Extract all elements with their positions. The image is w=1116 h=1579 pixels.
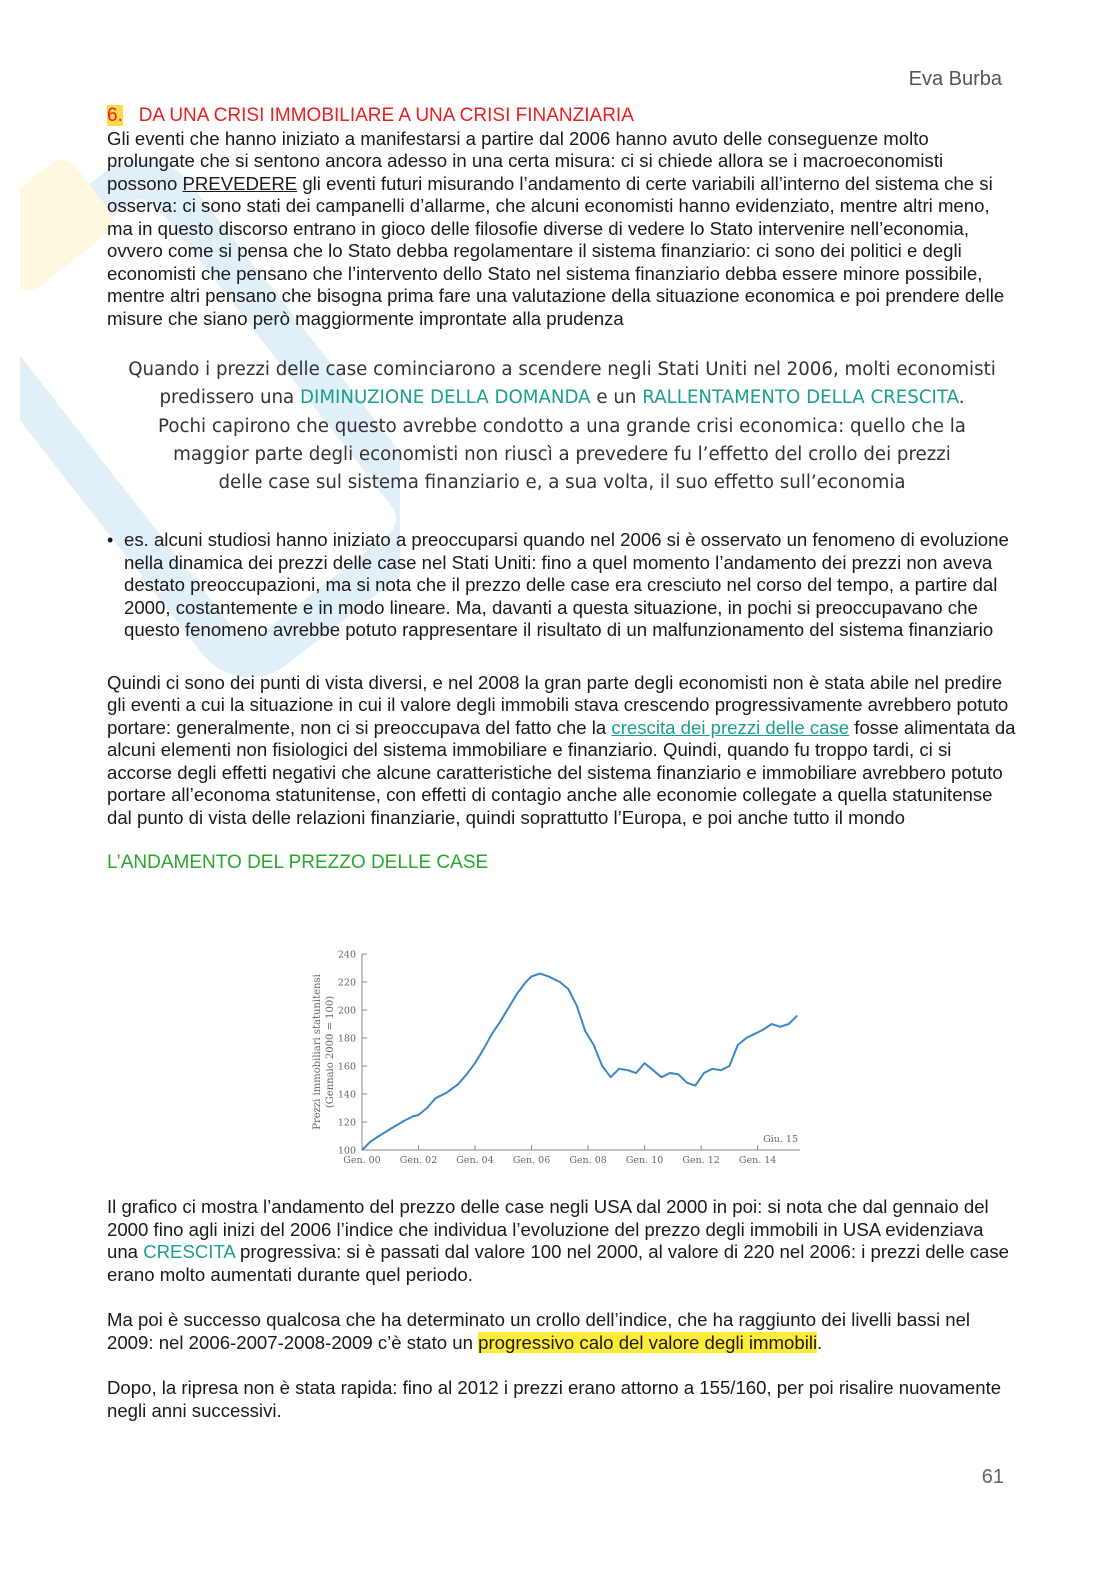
paragraph-text: progressiva: si è passati dal valore 100 nel 2000, al valore di 220 nel 2006: i prezzi delle case erano molto aumentati durante quel periodo. bbox=[107, 1241, 1009, 1285]
quote-text: e un bbox=[590, 387, 643, 409]
highlighted-phrase: progressivo calo del valore degli immobili bbox=[478, 1331, 818, 1353]
x-tick-label: Gen. 08 bbox=[569, 1155, 607, 1166]
quote-line: maggior parte degli economisti non riuscì a prevedere fu l’effetto del crollo dei prezzi bbox=[173, 443, 951, 465]
x-tick-label: Gen. 12 bbox=[682, 1155, 720, 1166]
x-tick-label: Gen. 04 bbox=[456, 1155, 494, 1166]
bullet-item bbox=[107, 529, 1017, 642]
paragraph-points-of-view bbox=[107, 672, 1017, 830]
paragraph-text: . bbox=[817, 1331, 823, 1353]
end-date-annotation: Giu. 15 bbox=[763, 1134, 798, 1145]
chart-svg bbox=[300, 940, 810, 1175]
intro-text-b: gli eventi futuri misurando l’andamento di certe variabili all’interno del sistema che si osserva: ci sono stati dei campanelli d’allarme, che alcuni economisti hanno evidenziato, mentre altri meno, ma in questo discorso entrano in gioco delle filosofie diverse di vedere lo Stato intervenire nell’economia, ovvero come si pensa che lo Stato debba regolamentare il sistema finanziario: ci sono dei politici e degli economisti che pensano che l’intervento dello Stato nel sistema finanziario debba essere minore possibile, mentre altri pensano che bisogna prima fare una valutazione della situazione economica e poi prendere delle misure che siano però maggiormente improntate alla prudenza bbox=[107, 172, 1005, 329]
bullet-mark: • bbox=[107, 530, 114, 551]
quote-line: delle case sul sistema finanziario e, a sua volta, il suo effetto sull’economia bbox=[218, 472, 906, 494]
house-price-chart bbox=[300, 940, 810, 1175]
page-number: 61 bbox=[981, 1466, 1004, 1488]
chart-heading: L’ANDAMENTO DEL PREZZO DELLE CASE bbox=[107, 852, 489, 874]
intro-paragraph bbox=[107, 128, 1017, 331]
paragraph-text: Quindi ci sono dei punti di vista diversi, e nel 2008 la gran parte degli economisti non è stata abile nel predire gli eventi a cui la situazione in cui il valore degli immobili stava crescendo progressivamente avrebbero potuto portare: generalmente, non ci si preoccupava del fatto che la bbox=[107, 671, 1009, 738]
y-tick-label: 240 bbox=[337, 949, 356, 961]
y-axis-sublabel: (Gennaio 2000 = 100) bbox=[325, 995, 336, 1109]
quote-text: predissero una bbox=[159, 387, 300, 409]
y-tick-label: 160 bbox=[337, 1061, 356, 1073]
paragraph-recovery: Dopo, la ripresa non è stata rapida: fino al 2012 i prezzi erano attorno a 155/160, per poi risalire nuovamente negli anni successivi. bbox=[107, 1377, 1002, 1421]
growth-term: CRESCITA bbox=[143, 1241, 235, 1262]
y-axis-label: Prezzi immobiliari statunitensi bbox=[312, 974, 323, 1130]
quote-line: Pochi capirono che questo avrebbe condotto a una grande crisi economica: quello che la bbox=[158, 415, 966, 437]
x-tick-label: Gen. 10 bbox=[625, 1155, 664, 1166]
x-tick-label: Gen. 00 bbox=[343, 1155, 381, 1166]
bullet-text: es. alcuni studiosi hanno iniziato a preoccuparsi quando nel 2006 si è osservato un fenomeno di evoluzione nella dinamica dei prezzi delle case nel Stati Uniti: fino a quel momento l’andamento dei prezzi non aveva destato preoccupazioni, ma si nota che il prezzo delle case era cresciuto nel corso del tempo, a partire dal 2000, costantemente e in modo lineare. Ma, davanti a questa situazione, in pochi si preoccupavano che questo fenomeno avrebbe potuto rappresentare il risultato di un malfunzionamento del sistema finanziario bbox=[124, 529, 1009, 641]
quote-term-growth: RALLENTAMENTO DELLA CRESCITA bbox=[642, 387, 959, 409]
quote-text: . bbox=[958, 387, 965, 409]
quote-line: Quando i prezzi delle case cominciarono a scendere negli Stati Uniti nel 2006, molti economisti bbox=[128, 359, 996, 380]
author-name: Eva Burba bbox=[908, 68, 1002, 90]
price-index-line bbox=[362, 974, 797, 1150]
x-tick-label: Gen. 02 bbox=[399, 1155, 438, 1166]
y-tick-label: 140 bbox=[337, 1089, 356, 1101]
y-tick-label: 220 bbox=[337, 977, 356, 989]
section-title: DA UNA CRISI IMMOBILIARE A UNA CRISI FINANZIARIA bbox=[138, 105, 634, 126]
paragraph-crash bbox=[107, 1309, 1017, 1354]
intro-text-a: Gli eventi che hanno iniziato a manifestarsi a partire dal 2006 hanno avuto delle conseguenze molto prolungate che si sentono ancora adesso in una certa misura: ci si chiede allora se i macroeconomisti possono bbox=[107, 127, 944, 194]
paragraph-text: Il grafico ci mostra l’andamento del prezzo delle case negli USA dal 2000 in poi: si nota che dal gennaio del 2000 fino agli inizi del 2006 l’indice che individua l’evoluzione del prezzo degli immobili in USA evidenziava una bbox=[107, 1196, 989, 1262]
y-tick-label: 180 bbox=[337, 1033, 356, 1045]
quote-line bbox=[107, 384, 1017, 412]
page-content bbox=[107, 105, 1017, 875]
paragraph-text: fosse alimentata da alcuni elementi non fisiologici del sistema immobiliare e finanziario. Quindi, quando fu troppo tardi, ci si accorse degli effetti negativi che alcune caratteristiche del sistema finanziario e immobiliare avrebbero potuto portare all’economa statunitense, con effetti di contagio anche alle economie collegate a quella statunitense dal punto di vista delle relazioni finanziarie, quindi soprattutto l’Europa, e poi anche tutto il mondo bbox=[107, 716, 1016, 828]
paragraph-chart-explanation bbox=[107, 1196, 1017, 1286]
house-price-growth-link[interactable]: crescita dei prezzi delle case bbox=[611, 716, 850, 738]
x-tick-label: Gen. 06 bbox=[512, 1155, 551, 1166]
paragraph-text: Ma poi è successo qualcosa che ha determinato un crollo dell’indice, che ha raggiunto dei livelli bassi nel 2009: nel 2006-2007-2008-2009 c’è stato un bbox=[107, 1309, 971, 1353]
lower-content bbox=[107, 1196, 1017, 1422]
quote-term-demand: DIMINUZIONE DELLA DOMANDA bbox=[300, 387, 591, 409]
y-tick-label: 120 bbox=[337, 1117, 356, 1129]
intro-underlined-term: PREVEDERE bbox=[182, 172, 298, 194]
section-number: 6. bbox=[107, 105, 123, 126]
y-tick-label: 200 bbox=[337, 1005, 356, 1017]
section-heading bbox=[107, 105, 1017, 128]
quote-block bbox=[107, 356, 1017, 497]
y-tick-label: 100 bbox=[337, 1145, 356, 1157]
x-tick-label: Gen. 14 bbox=[738, 1155, 777, 1166]
